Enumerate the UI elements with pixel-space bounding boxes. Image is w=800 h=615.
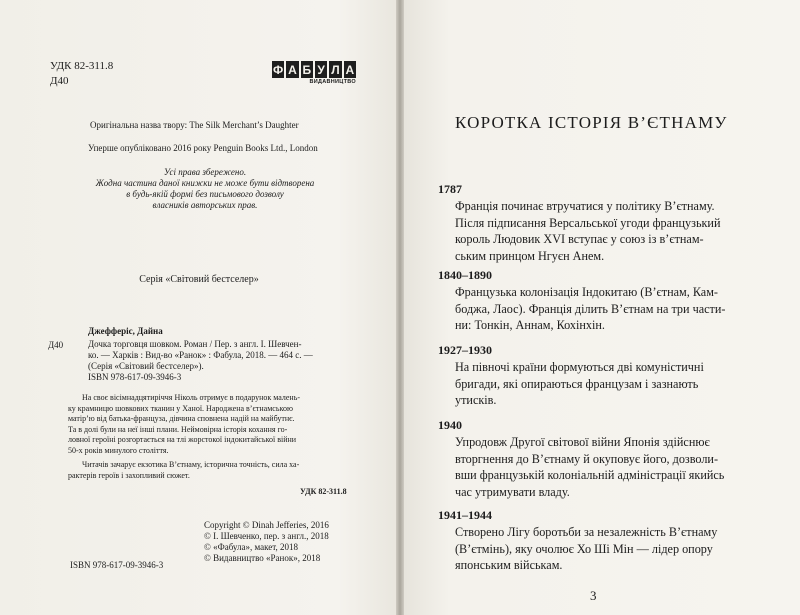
original-title: Оригінальна назва твору: The Silk Merchant’s Daughter: [90, 120, 299, 130]
annotation-line: Читачів зачарує екзотика В’єтнаму, історична точність, сила ха-: [82, 460, 300, 469]
rights-notice: [40, 167, 370, 211]
timeline-line: вши французькій колоніальній адміністрації якийсь: [455, 468, 725, 482]
annotation-line: ловної героїні розгортається на тлі жорстокої індокитайської війни: [68, 435, 297, 444]
copyright-line: Copyright © Dinah Jefferies, 2016: [204, 520, 329, 530]
series-name: Серія «Світовий бестселер»: [139, 274, 259, 285]
timeline-year: 1787: [438, 182, 462, 196]
publisher-logo-letter: Л: [331, 62, 340, 77]
timeline-line: ни: Тонкін, Аннам, Кохінхін.: [455, 318, 605, 332]
copyright-line: © «Фабула», макет, 2018: [204, 542, 299, 552]
timeline-text: [455, 284, 773, 334]
first-published: Уперше опубліковано 2016 року Penguin Books Ltd., London: [88, 143, 318, 153]
timeline-text: [455, 434, 773, 500]
publisher-logo-sub: ВИДАВНИЦТВО: [309, 79, 356, 85]
annotation-line: Та в долі були на неї інші плани. Неймовірна історія кохання го-: [68, 424, 288, 434]
timeline-line: вторгнення до В’єтнаму й окуповує його, дозволи-: [455, 451, 719, 466]
publisher-logo: [272, 61, 356, 85]
catalog-code: Д40: [48, 340, 64, 350]
catalog-line: ко. — Харків : Вид-во «Ранок» : Фабула, 2018. — 464 с. —: [88, 350, 313, 360]
timeline-year: 1940: [438, 418, 462, 432]
left-page: [0, 0, 398, 615]
annotation: [68, 393, 368, 456]
rights-line: в будь-якій формі без письмового дозволу: [126, 189, 284, 199]
timeline-line: боджа, Лаос). Франція ділить В’єтнам на три части-: [455, 301, 726, 316]
timeline-text: [455, 524, 773, 574]
catalog-line: Дочка торговця шовком. Роман / Пер. з англ. І. Шевчен-: [88, 339, 302, 349]
timeline-line: Створено Лігу боротьби за незалежність В’єтнаму: [455, 525, 718, 539]
library-code: Д40: [50, 75, 69, 87]
annotation-line: На своє вісімнадцятиріччя Ніколь отримує в подарунок малень-: [82, 393, 301, 402]
timeline-text: [455, 198, 773, 264]
timeline-year: 1840–1890: [438, 268, 492, 282]
publisher-logo-letter: У: [315, 61, 327, 78]
udk-bottom: УДК 82-311.8: [300, 487, 347, 496]
catalog-line: (Серія «Світовий бестселер»).: [88, 361, 204, 371]
copyright-notice: [204, 520, 329, 564]
timeline-line: Французька колонізація Індокитаю (В’єтнам, Кам-: [455, 285, 718, 299]
catalog-author: Джефферіс, Дайна: [88, 326, 163, 336]
book-gutter: [396, 0, 404, 615]
publisher-logo-letter: А: [345, 62, 355, 77]
annotation-line: ку крамницю шовкових тканин у Ханої. Народжена в’єтнамською: [68, 403, 293, 413]
timeline-line: утисків.: [455, 393, 497, 407]
timeline-line: Франція починає втручатися у політику В’єтнаму.: [455, 199, 715, 213]
annotation-line: 50-х років минулого століття.: [68, 445, 169, 455]
timeline-line: На півночі країни формуються дві комуністичні: [455, 360, 704, 374]
timeline-year: 1941–1944: [438, 508, 492, 522]
publisher-logo-letter: А: [288, 62, 297, 77]
timeline-line: король Людовик XVI вступає у союз із в’єтнам-: [455, 232, 704, 246]
page-number: 3: [590, 588, 597, 603]
timeline-line: бригади, які опираються французам і зазнають: [455, 376, 699, 391]
page-title: КОРОТКА ІСТОРІЯ В’ЄТНАМУ: [455, 113, 728, 132]
rights-line: Усі права збережено.: [163, 167, 247, 177]
publisher-logo-letter: Ф: [273, 62, 284, 77]
annotation-line: рактерів героїв і захопливий сюжет.: [68, 470, 190, 480]
catalog-line: ISBN 978-617-09-3946-3: [88, 372, 182, 382]
publisher-logo-letter: Б: [302, 62, 312, 77]
timeline-text: [455, 359, 773, 409]
timeline-line: (В’єтмінь), яку очолює Хо Ші Мін — лідер опору: [455, 541, 713, 556]
isbn: ISBN 978-617-09-3946-3: [70, 560, 164, 570]
timeline-line: Після підписання Версальської угоди французький: [455, 215, 721, 230]
annotation-secondary: [68, 460, 368, 481]
timeline-year: 1927–1930: [438, 343, 492, 357]
timeline-line: час утримувати владу.: [455, 484, 570, 499]
timeline-line: ським принцом Нгуєн Анем.: [455, 248, 605, 263]
annotation-line: матір’ю від батька-француза, дівчина сповнена надій на майбутнє.: [68, 414, 295, 423]
timeline-line: японським військам.: [455, 558, 563, 572]
copyright-line: © Видавництво «Ранок», 2018: [204, 553, 321, 563]
catalog-entry: [88, 339, 313, 383]
rights-line: власників авторських прав.: [152, 200, 258, 210]
timeline-line: Упродовж Другої світової війни Японія здійснює: [455, 435, 710, 449]
udk-code: УДК 82-311.8: [50, 60, 114, 72]
copyright-line: © І. Шевченко, пер. з англ., 2018: [204, 531, 329, 541]
rights-line: Жодна частина даної книжки не може бути відтворена: [95, 178, 315, 188]
